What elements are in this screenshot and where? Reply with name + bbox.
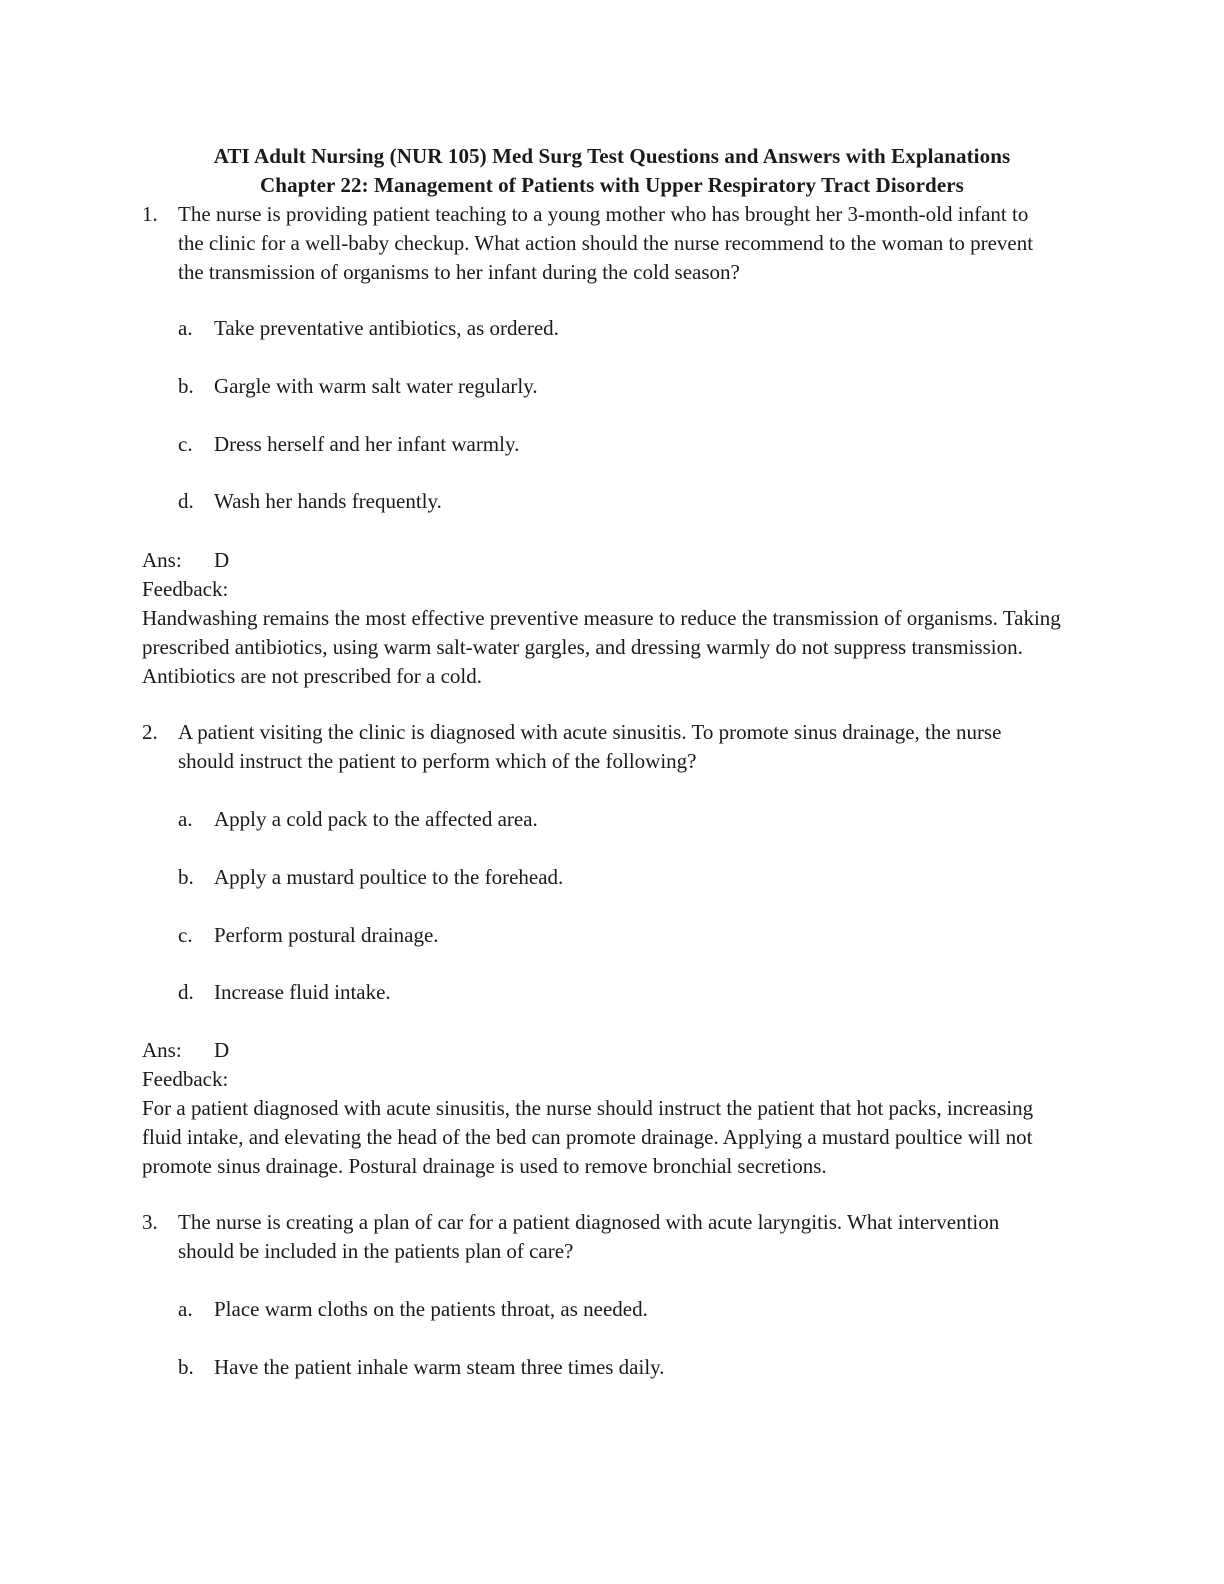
question-text: A patient visiting the clinic is diagnosed with acute sinusitis. To promote sinus drainage, the nurse should instruct the patient to perform which of the following?: [178, 720, 1002, 773]
question-number: 3.: [142, 1210, 158, 1234]
answer-label: Ans:: [142, 548, 182, 572]
option-letter: b.: [178, 374, 194, 398]
option-letter: c.: [178, 432, 193, 456]
option-letter: a.: [178, 316, 193, 340]
question-text: The nurse is providing patient teaching to a young mother who has brought her 3-month-old infant to the clinic for a well-baby checkup. What action should the nurse recommend to the woman to prevent the transmission of organisms to her infant during the cold season?: [178, 202, 1034, 284]
chapter-title: Chapter 22: Management of Patients with Upper Respiratory Tract Disorders: [260, 173, 964, 197]
feedback-text: For a patient diagnosed with acute sinusitis, the nurse should instruct the patient that hot packs, increasing fluid intake, and elevating the head of the bed can promote drainage. Applying a mustard poultice will not promote sinus drainage. Postural drainage is used to remove bronchial secretions.: [142, 1096, 1034, 1178]
option-letter: c.: [178, 923, 193, 947]
option-letter: a.: [178, 1297, 193, 1321]
question-number: 1.: [142, 202, 158, 226]
option-text: Place warm cloths on the patients throat, as needed.: [214, 1297, 648, 1321]
option-text: Apply a mustard poultice to the forehead.: [214, 865, 564, 889]
option-letter: a.: [178, 807, 193, 831]
option-text: Take preventative antibiotics, as ordered.: [214, 316, 559, 340]
answer-label: Ans:: [142, 1038, 182, 1062]
feedback-text: Handwashing remains the most effective preventive measure to reduce the transmission of organisms. Taking prescribed antibiotics, using warm salt-water gargles, and dressing warmly do not suppress transmission. Antibiotics are not prescribed for a cold.: [142, 606, 1061, 688]
feedback-label: Feedback:: [142, 1067, 229, 1091]
option-text: Wash her hands frequently.: [214, 489, 442, 513]
option-text: Increase fluid intake.: [214, 980, 391, 1004]
option-text: Perform postural drainage.: [214, 923, 439, 947]
question-text: The nurse is creating a plan of car for a patient diagnosed with acute laryngitis. What intervention should be included in the patients plan of care?: [178, 1210, 1000, 1263]
option-letter: d.: [178, 489, 194, 513]
option-text: Apply a cold pack to the affected area.: [214, 807, 538, 831]
option-letter: b.: [178, 865, 194, 889]
answer-value: D: [214, 1038, 230, 1062]
question-number: 2.: [142, 720, 158, 744]
option-text: Have the patient inhale warm steam three times daily.: [214, 1355, 665, 1379]
document-title: ATI Adult Nursing (NUR 105) Med Surg Test Questions and Answers with Explanations: [213, 144, 1011, 168]
option-letter: b.: [178, 1355, 194, 1379]
feedback-label: Feedback:: [142, 577, 229, 601]
option-text: Dress herself and her infant warmly.: [214, 432, 520, 456]
option-letter: d.: [178, 980, 194, 1004]
answer-value: D: [214, 548, 230, 572]
option-text: Gargle with warm salt water regularly.: [214, 374, 538, 398]
